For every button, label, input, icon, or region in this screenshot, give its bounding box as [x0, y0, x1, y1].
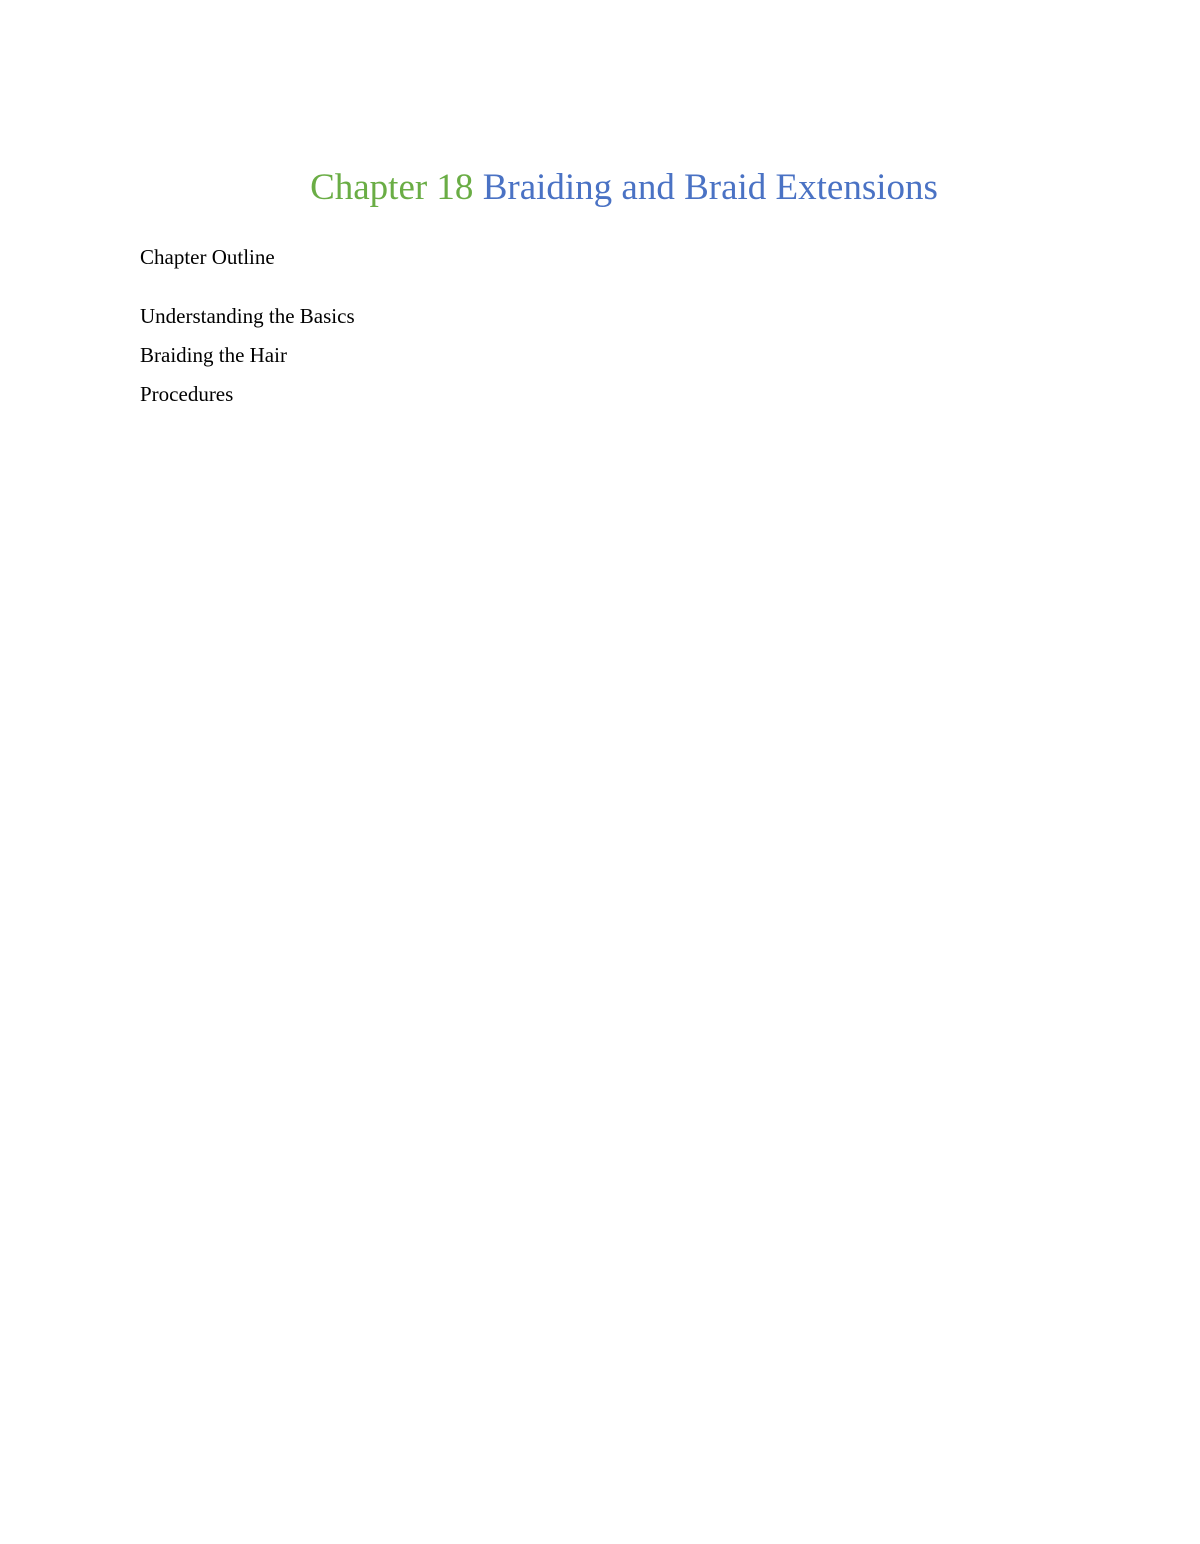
chapter-title: [0, 164, 1200, 212]
outline-item: Procedures: [140, 382, 234, 406]
outline-item: Braiding the Hair: [140, 343, 287, 367]
outline-heading: Chapter Outline: [140, 245, 275, 269]
chapter-number: Chapter 18: [310, 167, 474, 208]
chapter-name: Braiding and Braid Extensions: [482, 167, 938, 208]
outline-item: Understanding the Basics: [140, 304, 355, 328]
outline-list: [140, 302, 355, 419]
